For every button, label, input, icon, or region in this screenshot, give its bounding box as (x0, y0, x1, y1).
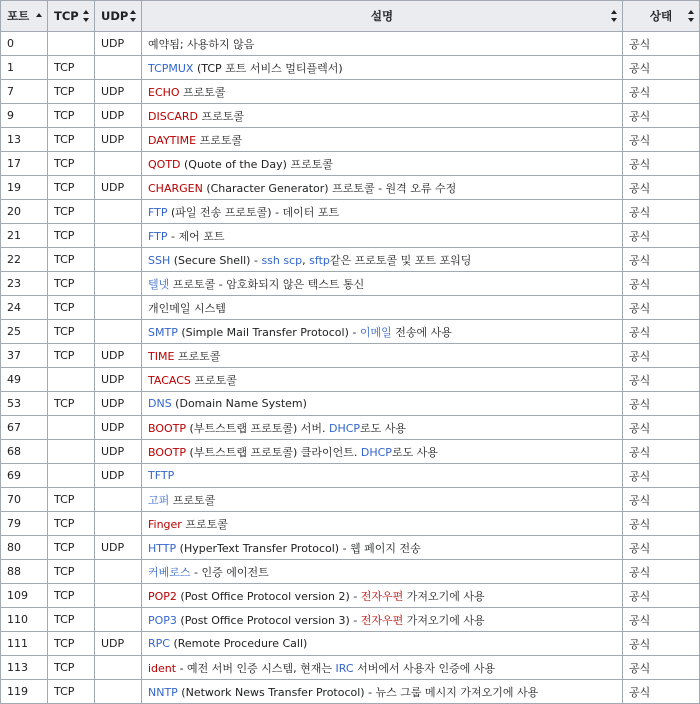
wiki-link[interactable]: 이메일 (359, 325, 392, 339)
missing-page-link[interactable]: QOTD (148, 157, 181, 171)
udp-cell (95, 320, 142, 344)
description-cell (142, 464, 623, 488)
port-cell: 17 (1, 152, 48, 176)
table-row (1, 368, 700, 392)
sort-ascending-icon (36, 10, 43, 22)
header-tcp-label: TCP (54, 9, 79, 23)
status-cell: 공식 (623, 392, 700, 416)
description-text: 개인메일 시스템 (148, 301, 226, 315)
status-cell: 공식 (623, 512, 700, 536)
description-text: 같은 프로토콜 및 포트 포워딩 (329, 253, 472, 267)
port-cell: 9 (1, 104, 48, 128)
status-cell: 공식 (623, 32, 700, 56)
port-cell: 22 (1, 248, 48, 272)
status-cell: 공식 (623, 56, 700, 80)
table-row (1, 560, 700, 584)
status-cell: 공식 (623, 368, 700, 392)
tcp-cell: TCP (48, 272, 95, 296)
wiki-link[interactable]: NNTP (148, 685, 178, 699)
table-row (1, 608, 700, 632)
description-text: (Domain Name System) (171, 397, 307, 410)
table-row (1, 440, 700, 464)
tcp-cell: TCP (48, 608, 95, 632)
description-text: 프로토콜 (198, 109, 245, 123)
wiki-link[interactable]: FTP (148, 229, 168, 243)
port-cell: 37 (1, 344, 48, 368)
status-cell: 공식 (623, 464, 700, 488)
wiki-link[interactable]: TFTP (148, 469, 175, 482)
port-cell: 113 (1, 656, 48, 680)
description-text: 프로토콜 (181, 517, 228, 531)
wiki-link[interactable]: DHCP (360, 445, 392, 459)
description-cell (142, 416, 623, 440)
udp-cell (95, 608, 142, 632)
table-row (1, 416, 700, 440)
port-cell: 7 (1, 80, 48, 104)
description-cell (142, 32, 623, 56)
description-text: (Remote Procedure Call) (169, 637, 308, 650)
wiki-link[interactable]: TCPMUX (148, 61, 194, 75)
table-row (1, 632, 700, 656)
description-text: 가져오기에 사용 (403, 589, 485, 603)
port-cell: 49 (1, 368, 48, 392)
wiki-link[interactable]: 커베로스 (148, 565, 191, 579)
sort-header-tcp[interactable] (48, 1, 95, 32)
port-cell: 110 (1, 608, 48, 632)
tcp-cell: TCP (48, 296, 95, 320)
table-row (1, 248, 700, 272)
description-cell (142, 488, 623, 512)
missing-page-link[interactable]: TIME (148, 349, 175, 363)
missing-page-link[interactable]: DISCARD (148, 109, 199, 123)
tcp-cell: TCP (48, 152, 95, 176)
status-cell: 공식 (623, 560, 700, 584)
wiki-link[interactable]: 텔넷 (148, 277, 170, 291)
table-row (1, 464, 700, 488)
status-cell: 공식 (623, 680, 700, 704)
udp-cell: UDP (95, 344, 142, 368)
description-text: 가져오기에 사용 (403, 613, 485, 627)
status-cell: 공식 (623, 536, 700, 560)
tcp-cell (48, 32, 95, 56)
table-row (1, 104, 700, 128)
table-row (1, 344, 700, 368)
port-cell: 67 (1, 416, 48, 440)
table-row (1, 584, 700, 608)
status-cell: 공식 (623, 584, 700, 608)
sort-icon (611, 10, 618, 22)
table-row (1, 80, 700, 104)
description-text: (TCP 포트 서비스 멀티플렉서) (193, 61, 343, 75)
port-cell: 1 (1, 56, 48, 80)
table-row (1, 296, 700, 320)
sort-icon (130, 10, 137, 22)
description-cell (142, 344, 623, 368)
tcp-cell: TCP (48, 344, 95, 368)
udp-cell: UDP (95, 392, 142, 416)
missing-page-link[interactable]: TACACS (148, 373, 191, 387)
description-text: (HyperText Transfer Protocol) - 웹 페이지 전송 (176, 541, 421, 555)
udp-cell (95, 680, 142, 704)
description-text: 프로토콜 (190, 373, 237, 387)
header-status-label: 상태 (649, 9, 673, 23)
tcp-cell: TCP (48, 584, 95, 608)
udp-cell (95, 656, 142, 680)
description-cell (142, 272, 623, 296)
description-cell (142, 560, 623, 584)
status-cell: 공식 (623, 176, 700, 200)
header-row (1, 1, 700, 32)
wiki-link[interactable]: scp (283, 253, 303, 267)
table-row (1, 536, 700, 560)
tcp-cell: TCP (48, 224, 95, 248)
udp-cell: UDP (95, 464, 142, 488)
tcp-cell: TCP (48, 656, 95, 680)
description-text: (Post Office Protocol version 2) - (176, 589, 361, 603)
missing-page-link[interactable]: ident (148, 661, 177, 675)
status-cell: 공식 (623, 440, 700, 464)
description-cell (142, 320, 623, 344)
description-text: - 인증 에이전트 (190, 565, 269, 579)
tcp-cell (48, 440, 95, 464)
missing-page-link[interactable]: CHARGEN (148, 181, 203, 195)
description-cell (142, 632, 623, 656)
udp-cell (95, 56, 142, 80)
description-text: 프로토콜 - 암호화되지 않은 텍스트 통신 (169, 277, 365, 291)
description-text: - 제어 포트 (167, 229, 225, 243)
tcp-cell (48, 368, 95, 392)
tcp-cell: TCP (48, 488, 95, 512)
table-row (1, 512, 700, 536)
missing-page-link[interactable]: BOOTP (148, 445, 187, 459)
description-text: 프로토콜 (169, 493, 216, 507)
table-row (1, 656, 700, 680)
table-row (1, 176, 700, 200)
missing-page-link[interactable]: 전자우편 (360, 613, 404, 627)
udp-cell: UDP (95, 104, 142, 128)
sort-header-status[interactable] (623, 1, 700, 32)
sort-icon (83, 10, 90, 22)
description-cell (142, 128, 623, 152)
port-cell: 70 (1, 488, 48, 512)
status-cell: 공식 (623, 272, 700, 296)
port-cell: 68 (1, 440, 48, 464)
udp-cell: UDP (95, 80, 142, 104)
status-cell: 공식 (623, 80, 700, 104)
tcp-cell: TCP (48, 536, 95, 560)
description-cell (142, 608, 623, 632)
tcp-cell: TCP (48, 56, 95, 80)
udp-cell (95, 200, 142, 224)
status-cell: 공식 (623, 656, 700, 680)
sort-header-udp[interactable] (95, 1, 142, 32)
description-text: 로도 사용 (391, 445, 438, 459)
description-cell (142, 584, 623, 608)
wiki-link[interactable]: HTTP (148, 541, 177, 555)
missing-page-link[interactable]: ECHO (148, 85, 180, 99)
missing-page-link[interactable]: DAYTIME (148, 133, 197, 147)
description-cell (142, 56, 623, 80)
description-cell (142, 176, 623, 200)
udp-cell: UDP (95, 176, 142, 200)
description-text: , (302, 253, 310, 267)
table-row (1, 200, 700, 224)
description-text: 로도 사용 (360, 421, 407, 435)
description-cell (142, 248, 623, 272)
tcp-cell: TCP (48, 632, 95, 656)
status-cell: 공식 (623, 608, 700, 632)
status-cell: 공식 (623, 248, 700, 272)
port-cell: 24 (1, 296, 48, 320)
table-body (1, 32, 700, 704)
missing-page-link[interactable]: BOOTP (148, 421, 187, 435)
tcp-cell: TCP (48, 392, 95, 416)
udp-cell (95, 584, 142, 608)
tcp-cell: TCP (48, 104, 95, 128)
missing-page-link[interactable]: POP2 (148, 589, 177, 603)
udp-cell (95, 152, 142, 176)
udp-cell: UDP (95, 416, 142, 440)
table-row (1, 272, 700, 296)
udp-cell (95, 560, 142, 584)
tcp-cell: TCP (48, 560, 95, 584)
header-port-label: 포트 (7, 9, 30, 23)
table-row (1, 32, 700, 56)
udp-cell: UDP (95, 632, 142, 656)
port-cell: 88 (1, 560, 48, 584)
tcp-cell: TCP (48, 128, 95, 152)
port-cell: 53 (1, 392, 48, 416)
tcp-cell: TCP (48, 176, 95, 200)
description-cell (142, 392, 623, 416)
port-cell: 109 (1, 584, 48, 608)
description-text: (부트스트랩 프로토콜) 클라이언트. (186, 445, 361, 459)
port-cell: 111 (1, 632, 48, 656)
description-text: (Post Office Protocol version 3) - (176, 613, 361, 627)
sort-header-port[interactable] (1, 1, 48, 32)
description-cell (142, 296, 623, 320)
table-row (1, 224, 700, 248)
description-cell (142, 368, 623, 392)
udp-cell (95, 248, 142, 272)
description-text: (Quote of the Day) 프로토콜 (180, 157, 333, 171)
header-description-label: 설명 (370, 9, 394, 23)
status-cell: 공식 (623, 344, 700, 368)
description-text: 전송에 사용 (391, 325, 452, 339)
table-row (1, 320, 700, 344)
wiki-link[interactable]: sftp (309, 253, 330, 267)
tcp-cell: TCP (48, 680, 95, 704)
tcp-cell: TCP (48, 248, 95, 272)
tcp-cell (48, 464, 95, 488)
table-row (1, 680, 700, 704)
description-cell (142, 440, 623, 464)
description-text: 프로토콜 (196, 133, 243, 147)
description-text: (Character Generator) 프로토콜 - 원격 오류 수정 (202, 181, 457, 195)
description-text: 서버에서 사용자 인증에 사용 (353, 661, 496, 675)
wiki-link[interactable]: FTP (148, 205, 168, 219)
port-cell: 69 (1, 464, 48, 488)
description-cell (142, 536, 623, 560)
port-cell: 23 (1, 272, 48, 296)
port-cell: 119 (1, 680, 48, 704)
status-cell: 공식 (623, 200, 700, 224)
udp-cell: UDP (95, 440, 142, 464)
port-cell: 20 (1, 200, 48, 224)
status-cell: 공식 (623, 320, 700, 344)
table-row (1, 392, 700, 416)
port-cell: 79 (1, 512, 48, 536)
status-cell: 공식 (623, 224, 700, 248)
udp-cell (95, 512, 142, 536)
tcp-cell: TCP (48, 80, 95, 104)
udp-cell (95, 296, 142, 320)
udp-cell: UDP (95, 128, 142, 152)
wiki-link[interactable]: DNS (148, 397, 172, 410)
status-cell: 공식 (623, 152, 700, 176)
header-udp-label: UDP (101, 9, 129, 23)
port-cell: 19 (1, 176, 48, 200)
sort-icon (688, 10, 695, 22)
table-row (1, 128, 700, 152)
port-cell: 21 (1, 224, 48, 248)
wiki-link[interactable]: SSH (148, 253, 171, 267)
udp-cell: UDP (95, 536, 142, 560)
missing-page-link[interactable]: 전자우편 (360, 589, 404, 603)
description-text: 프로토콜 (179, 85, 226, 99)
udp-cell: UDP (95, 32, 142, 56)
missing-page-link[interactable]: Finger (148, 517, 182, 531)
tcp-cell: TCP (48, 320, 95, 344)
description-text: (Secure Shell) - (170, 253, 262, 267)
sort-header-description[interactable] (142, 1, 623, 32)
description-text: - 예전 서버 인증 시스템, 현재는 (176, 661, 336, 675)
status-cell: 공식 (623, 488, 700, 512)
udp-cell (95, 272, 142, 296)
wiki-link[interactable]: SMTP (148, 325, 178, 339)
wiki-link[interactable]: RPC (148, 637, 170, 650)
description-cell (142, 104, 623, 128)
description-cell (142, 656, 623, 680)
wiki-link[interactable]: IRC (335, 661, 354, 675)
table-header (1, 1, 700, 32)
table-row (1, 56, 700, 80)
description-cell (142, 80, 623, 104)
port-cell: 0 (1, 32, 48, 56)
description-text: (Simple Mail Transfer Protocol) - (177, 325, 360, 339)
description-text: (파일 전송 프로토콜) - 데이터 포트 (167, 205, 340, 219)
description-text: (Network News Transfer Protocol) - 뉴스 그룹 메시지 가져오기에 사용 (177, 685, 539, 699)
udp-cell (95, 488, 142, 512)
table-row (1, 152, 700, 176)
port-cell: 13 (1, 128, 48, 152)
tcp-cell (48, 416, 95, 440)
description-cell (142, 152, 623, 176)
status-cell: 공식 (623, 296, 700, 320)
status-cell: 공식 (623, 416, 700, 440)
wiki-link[interactable]: ssh (261, 253, 280, 267)
port-cell: 25 (1, 320, 48, 344)
tcp-cell: TCP (48, 200, 95, 224)
description-text: (부트스트랩 프로토콜) 서버. (186, 421, 329, 435)
description-cell (142, 680, 623, 704)
port-cell: 80 (1, 536, 48, 560)
wiki-link[interactable]: POP3 (148, 613, 177, 627)
status-cell: 공식 (623, 104, 700, 128)
description-text: 프로토콜 (174, 349, 221, 363)
table-row (1, 488, 700, 512)
wiki-link[interactable]: DHCP (328, 421, 361, 435)
description-cell (142, 512, 623, 536)
udp-cell: UDP (95, 368, 142, 392)
status-cell: 공식 (623, 632, 700, 656)
wiki-link[interactable]: 고퍼 (148, 493, 170, 507)
udp-cell (95, 224, 142, 248)
description-text: 예약됨; 사용하지 않음 (148, 37, 255, 51)
description-cell (142, 200, 623, 224)
status-cell: 공식 (623, 128, 700, 152)
description-cell (142, 224, 623, 248)
tcp-cell: TCP (48, 512, 95, 536)
